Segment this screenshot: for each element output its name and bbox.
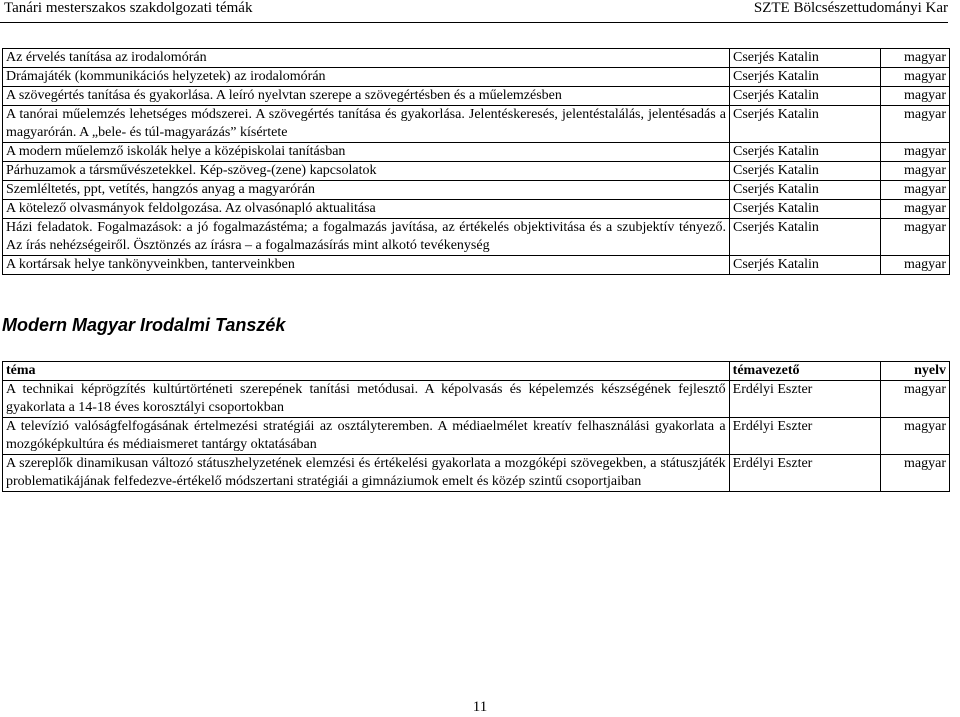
table-row: [3, 106, 950, 143]
topic-cell: A kötelező olvasmányok feldolgozása. Az olvasónapló aktualitása: [3, 200, 730, 219]
language-cell: magyar: [881, 181, 950, 200]
advisor-cell: Cserjés Katalin: [730, 87, 881, 106]
page-header: [0, 0, 960, 30]
advisor-cell: Cserjés Katalin: [730, 162, 881, 181]
language-cell: magyar: [881, 455, 950, 492]
topics-table-cserjes: [2, 48, 950, 275]
language-cell: magyar: [881, 256, 950, 275]
advisor-cell: Cserjés Katalin: [730, 49, 881, 68]
topic-cell: A szereplők dinamikusan változó státuszhelyzetének elemzési és értékelési gyakorlata a mozgóképi szövegekben, a státuszjáték problematikájának felfedezve-értékelő módszertani stratégiái a gimnáziumok emelt és közép szintű csoportjaiban: [3, 455, 730, 492]
table-row: [3, 418, 950, 455]
advisor-cell: Cserjés Katalin: [730, 181, 881, 200]
language-cell: magyar: [881, 106, 950, 143]
table-row: [3, 143, 950, 162]
topic-cell: A kortársak helye tankönyveinkben, tanterveinkben: [3, 256, 730, 275]
page-number: 11: [472, 699, 488, 715]
header-right-title: SZTE Bölcsészettudományi Kar: [753, 0, 948, 16]
advisor-cell: Cserjés Katalin: [730, 256, 881, 275]
table-header-row: [3, 362, 950, 381]
table-row: [3, 200, 950, 219]
topics-table-body: [3, 49, 950, 275]
table-row: [3, 68, 950, 87]
language-cell: magyar: [881, 219, 950, 256]
table-row: [3, 256, 950, 275]
table-row: [3, 162, 950, 181]
advisor-cell: Erdélyi Eszter: [729, 418, 881, 455]
table-row: [3, 49, 950, 68]
header-language: nyelv: [881, 362, 950, 381]
language-cell: magyar: [881, 381, 950, 418]
header-left-title: Tanári mesterszakos szakdolgozati témák: [4, 0, 253, 16]
topic-cell: Szemléltetés, ppt, vetítés, hangzós anyag a magyarórán: [3, 181, 730, 200]
advisor-cell: Erdélyi Eszter: [729, 455, 881, 492]
header-rule: [0, 22, 948, 23]
language-cell: magyar: [881, 418, 950, 455]
language-cell: magyar: [881, 49, 950, 68]
header-topic: téma: [3, 362, 730, 381]
header-advisor: témavezető: [729, 362, 881, 381]
table-row: [3, 455, 950, 492]
table-row: [3, 87, 950, 106]
language-cell: magyar: [881, 143, 950, 162]
topic-cell: A technikai képrögzítés kultúrtörténeti szerepének tanítási metódusai. A képolvasás és képelemzés készségének fejlesztő gyakorlata a 14-18 éves korosztályi csoportokban: [3, 381, 730, 418]
language-cell: magyar: [881, 162, 950, 181]
language-cell: magyar: [881, 200, 950, 219]
advisor-cell: Erdélyi Eszter: [729, 381, 881, 418]
language-cell: magyar: [881, 68, 950, 87]
topics-table-body: [3, 362, 950, 492]
topic-cell: Drámajáték (kommunikációs helyzetek) az irodalomórán: [3, 68, 730, 87]
topic-cell: Párhuzamok a társművészetekkel. Kép-szöveg-(zene) kapcsolatok: [3, 162, 730, 181]
table-row: [3, 219, 950, 256]
table-row: [3, 381, 950, 418]
topic-cell: A szövegértés tanítása és gyakorlása. A leíró nyelvtan szerepe a szövegértésben és a műelemzésben: [3, 87, 730, 106]
topic-cell: Házi feladatok. Fogalmazások: a jó fogalmazástéma; a fogalmazás javítása, az értékelés objektivitása és a szubjektív tényező. Az írás nehézségeiről. Ösztönzés az írásra – a fogalmazásírás mint alkotó tevékenység: [3, 219, 730, 256]
advisor-cell: Cserjés Katalin: [730, 106, 881, 143]
topic-cell: A televízió valóságfelfogásának értelmezési stratégiái az osztályteremben. A médiaelmélet kreatív felhasználási gyakorlata a mozgóképkultúra és médiaismeret tantárgy oktatásában: [3, 418, 730, 455]
language-cell: magyar: [881, 87, 950, 106]
topic-cell: A modern műelemző iskolák helye a középiskolai tanításban: [3, 143, 730, 162]
advisor-cell: Cserjés Katalin: [730, 68, 881, 87]
advisor-cell: Cserjés Katalin: [730, 143, 881, 162]
topic-cell: A tanórai műelemzés lehetséges módszerei. A szövegértés tanítása és gyakorlása. Jelentéskeresés, jelentéstalálás, jelentésadás a magyarórán. A „bele- és túl-magyarázás” kísértete: [3, 106, 730, 143]
table-row: [3, 181, 950, 200]
advisor-cell: Cserjés Katalin: [730, 200, 881, 219]
topic-cell: Az érvelés tanítása az irodalomórán: [3, 49, 730, 68]
advisor-cell: Cserjés Katalin: [730, 219, 881, 256]
section-title: Modern Magyar Irodalmi Tanszék: [2, 315, 286, 335]
topics-table-modern: [2, 361, 950, 492]
